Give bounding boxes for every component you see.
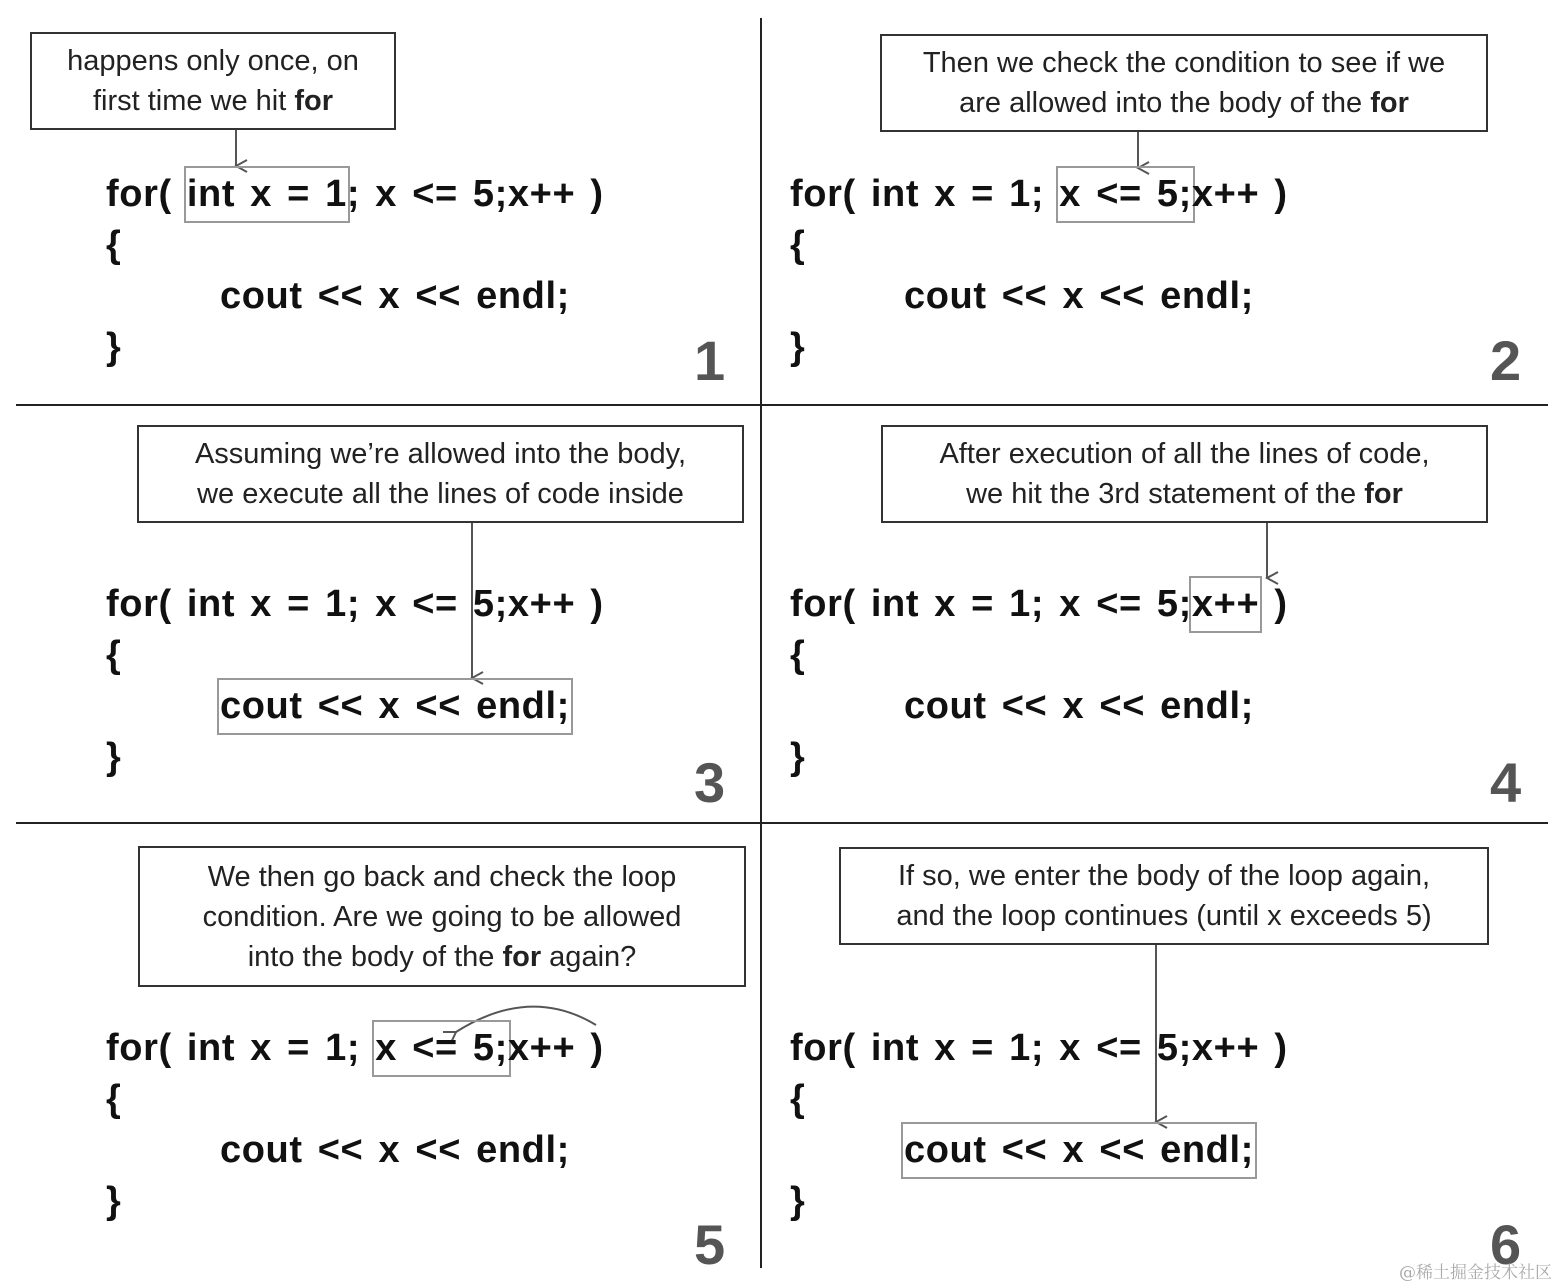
code-line-open-brace: { [106,634,122,676]
code-segment: x <= 5; [1059,1027,1192,1069]
note-text: Assuming we’re allowed into the body, [194,438,687,470]
code-body-statement: cout << x << endl; [904,1125,1254,1176]
code-segment: for( [106,583,172,625]
note-text: After execution of all the lines of code, [939,438,1430,470]
code-line-body [106,1125,604,1176]
note-line [139,474,742,514]
step-number-5: 5 [694,1213,726,1276]
note-text: and the loop continues (until x exceeds 5) [896,900,1432,932]
note-2 [880,34,1488,132]
code-line-close-brace: } [790,736,806,778]
code-line-open-brace: { [790,224,806,266]
code-segment: ) [590,583,604,625]
note-line [140,857,744,897]
code-2 [790,169,1288,373]
code-segment: ) [1274,173,1288,215]
code-1 [106,169,604,373]
code-line-close-brace: } [106,326,122,368]
code-line-for [790,1023,1288,1074]
note-5 [138,846,746,987]
note-line [140,937,744,977]
for-keyword: for [1364,478,1403,510]
code-segment: x <= 5; [375,173,508,215]
note-line [841,856,1487,896]
note-text: we hit the 3rd statement of the [966,478,1365,510]
note-line [883,474,1486,514]
code-segment: x <= 5; [1059,169,1192,220]
code-segment: for( [790,1027,856,1069]
code-segment: int x = 1 [870,173,1031,215]
code-segment: ; [1030,583,1045,625]
code-segment: x++ [507,1027,576,1069]
code-segment: x++ [507,173,576,215]
code-line-body [790,271,1288,322]
code-segment: ; [346,1027,361,1069]
for-keyword: for [294,85,334,117]
code-segment: x++ [1191,1027,1260,1069]
code-line-for [106,1023,604,1074]
note-line [882,43,1486,83]
note-text: We then go back and check the loop [207,860,677,893]
note-line [32,41,394,81]
code-line-open-brace: { [106,224,122,266]
code-body-statement: cout << x << endl; [904,685,1254,727]
note-text: first time we hit [92,85,295,117]
code-segment: ) [1274,1027,1288,1069]
note-3 [137,425,744,523]
code-segment: ) [1274,583,1288,625]
code-body-statement: cout << x << endl; [220,1129,570,1171]
code-line-body [106,271,604,322]
code-6 [790,1023,1288,1227]
code-segment: int x = 1 [870,583,1031,625]
code-segment: int x = 1 [187,169,347,220]
step-number-1: 1 [694,329,726,392]
code-line-body [106,681,604,732]
code-segment: x++ [1191,173,1260,215]
code-segment: for( [790,173,856,215]
note-line [883,434,1486,474]
code-segment: for( [790,583,856,625]
code-body-statement: cout << x << endl; [220,681,570,732]
note-4 [881,425,1488,523]
for-keyword: for [1370,87,1409,119]
for-keyword: for [502,940,542,973]
step-number-2: 2 [1490,329,1522,392]
code-line-body [790,1125,1288,1176]
code-segment: x <= 5; [375,1023,508,1074]
note-line [841,896,1487,936]
note-text: we execute all the lines of code inside [197,478,684,510]
code-line-close-brace: } [790,326,806,368]
code-body-statement: cout << x << endl; [904,275,1254,317]
code-segment: ; [1030,1027,1045,1069]
code-body-statement: cout << x << endl; [220,275,570,317]
note-line [882,83,1486,123]
note-text: again? [541,940,637,973]
code-line-open-brace: { [106,1078,122,1120]
code-segment: int x = 1 [186,1027,347,1069]
code-segment: for( [106,173,172,215]
code-line-close-brace: } [106,736,122,778]
code-segment: ; [346,583,361,625]
code-line-close-brace: } [106,1180,122,1222]
note-text: happens only once, on [67,45,359,77]
code-segment: int x = 1 [186,583,347,625]
code-5 [106,1023,604,1227]
note-text: Then we check the condition to see if we [922,47,1446,79]
step-number-6: 6 [1490,1213,1522,1276]
note-line [140,897,744,937]
step-number-4: 4 [1490,751,1522,814]
code-line-body [790,681,1288,732]
code-segment: ; [1030,173,1045,215]
note-1 [30,32,396,130]
note-line [139,434,742,474]
code-segment: x <= 5; [375,583,508,625]
code-3 [106,579,604,783]
code-segment: for( [106,1027,172,1069]
note-text: If so, we enter the body of the loop again, [897,860,1431,892]
code-line-open-brace: { [790,634,806,676]
code-line-close-brace: } [790,1180,806,1222]
note-line [32,81,394,121]
code-segment: x++ [1192,579,1259,630]
note-text: into the body of the [247,940,503,973]
watermark: @稀土掘金技术社区 [1399,1263,1552,1283]
code-line-open-brace: { [790,1078,806,1120]
code-segment: ) [590,173,604,215]
code-line-for [790,169,1288,220]
code-4 [790,579,1288,783]
code-segment: int x = 1 [870,1027,1031,1069]
note-6 [839,847,1489,945]
code-line-for [106,579,604,630]
code-segment: x++ [507,583,576,625]
step-number-3: 3 [694,751,726,814]
code-segment: x <= 5; [1059,583,1192,625]
code-line-for [790,579,1288,630]
note-text: are allowed into the body of the [959,87,1371,119]
note-text: condition. Are we going to be allowed [202,900,682,933]
code-segment: ; [346,173,361,215]
code-segment: ) [590,1027,604,1069]
code-line-for [106,169,604,220]
